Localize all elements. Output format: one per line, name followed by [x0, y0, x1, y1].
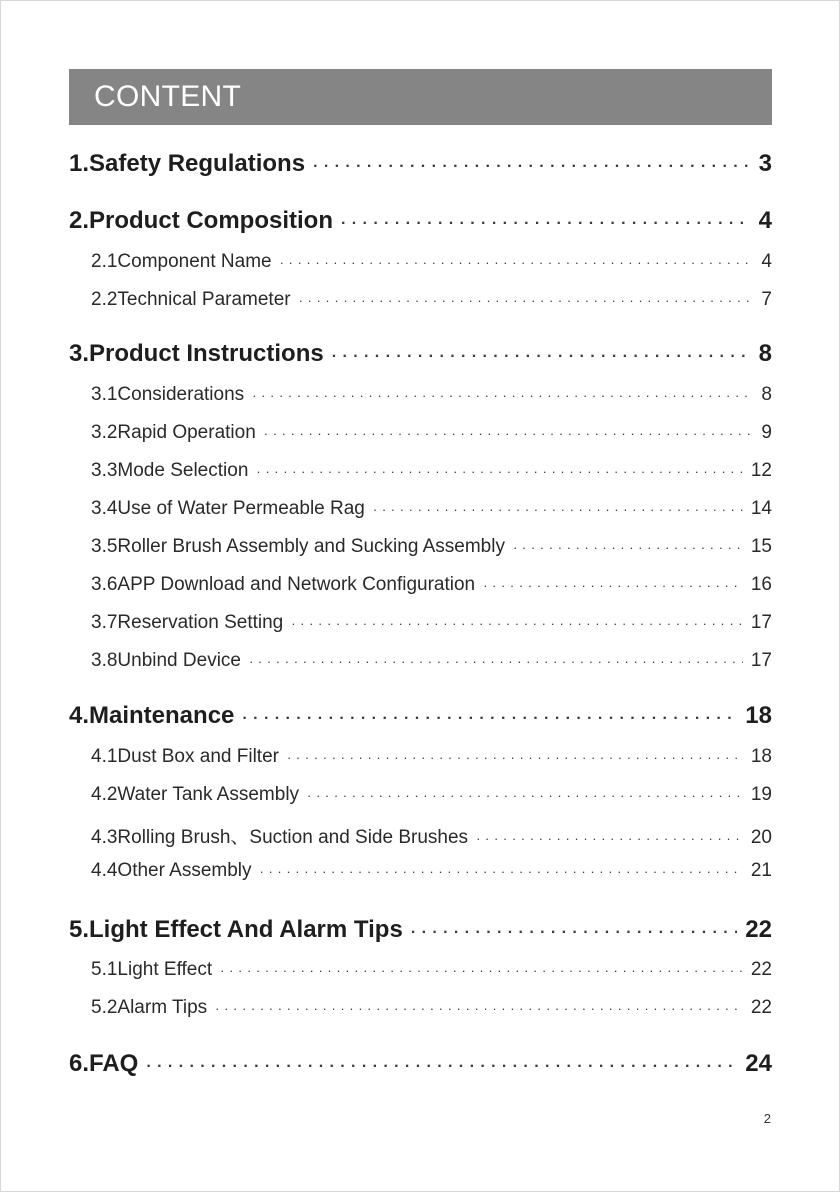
toc-entry-label: 3.1Considerations — [91, 384, 245, 405]
dot-leader — [256, 464, 742, 479]
toc-section-safety-regulations[interactable] — [69, 150, 772, 178]
toc-subsection-roller-brush-assembly[interactable] — [91, 536, 772, 558]
toc-section-maintenance[interactable] — [69, 702, 772, 730]
dot-leader — [146, 1058, 737, 1076]
toc-subsection-component-name[interactable] — [91, 251, 772, 273]
dot-leader — [260, 864, 743, 879]
toc-entry-label: 5.2Alarm Tips — [91, 997, 208, 1018]
toc-entry-label: 3.5Roller Brush Assembly and Sucking Assembly — [91, 536, 505, 557]
toc-entry-page: 4 — [758, 207, 772, 234]
dot-leader — [252, 388, 753, 403]
dot-leader — [373, 502, 743, 517]
dot-leader — [307, 788, 743, 803]
dot-leader — [242, 710, 737, 728]
toc-entry-label: 5.Light Effect And Alarm Tips — [69, 916, 403, 943]
toc-entry-page: 22 — [745, 916, 772, 943]
toc-subsection-light-effect[interactable] — [91, 959, 772, 981]
toc-subsection-unbind-device[interactable] — [91, 650, 772, 672]
dot-leader — [280, 255, 754, 270]
dot-leader — [264, 426, 754, 441]
toc-entry-page: 19 — [750, 784, 772, 805]
toc-entry-page: 8 — [761, 384, 772, 405]
toc-entry-label: 2.2Technical Parameter — [91, 289, 291, 310]
content-title: CONTENT — [94, 80, 242, 113]
toc-entry-label: 4.4Other Assembly — [91, 860, 252, 881]
toc-entry-label: 3.6APP Download and Network Configuration — [91, 574, 476, 595]
toc-subsection-rapid-operation[interactable] — [91, 422, 772, 444]
dot-leader — [513, 540, 743, 555]
toc-subsection-other-assembly[interactable] — [91, 860, 772, 882]
toc-entry-page: 7 — [761, 289, 772, 310]
dot-leader — [332, 348, 751, 366]
toc-entry-page: 3 — [758, 150, 772, 177]
toc-entry-label: 4.Maintenance — [69, 702, 235, 729]
toc-entry-page: 18 — [745, 702, 772, 729]
toc-subsection-mode-selection[interactable] — [91, 460, 772, 482]
toc-entry-page: 17 — [750, 612, 772, 633]
toc-entry-page: 20 — [750, 827, 772, 848]
toc-entry-label: 2.Product Composition — [69, 207, 333, 234]
dot-leader — [476, 831, 743, 846]
dot-leader — [411, 924, 737, 942]
toc-entry-page: 4 — [761, 251, 772, 272]
toc-entry-page: 18 — [750, 746, 772, 767]
toc-subsection-rolling-brush[interactable] — [91, 822, 772, 849]
toc-entry-page: 12 — [750, 460, 772, 481]
dot-leader — [287, 750, 743, 765]
toc-section-light-effect-alarm[interactable] — [69, 916, 772, 944]
toc-section-product-instructions[interactable] — [69, 340, 772, 368]
dot-leader — [291, 616, 743, 631]
toc-entry-label: 3.2Rapid Operation — [91, 422, 256, 443]
toc-entry-label: 4.3Rolling Brush、Suction and Side Brushes — [91, 827, 469, 848]
toc-entry-label: 4.2Water Tank Assembly — [91, 784, 300, 805]
toc-section-faq[interactable] — [69, 1050, 772, 1078]
dot-leader — [215, 1001, 743, 1016]
dot-leader — [341, 215, 751, 233]
dot-leader — [313, 158, 751, 176]
dot-leader — [220, 963, 743, 978]
toc-entry-label: 2.1Component Name — [91, 251, 272, 272]
toc-entry-page: 22 — [750, 959, 772, 980]
toc-subsection-dust-box-filter[interactable] — [91, 746, 772, 768]
toc-entry-page: 22 — [750, 997, 772, 1018]
content-header-bar — [69, 69, 772, 125]
toc-subsection-technical-parameter[interactable] — [91, 289, 772, 311]
toc-section-product-composition[interactable] — [69, 207, 772, 235]
toc-entry-label: 3.3Mode Selection — [91, 460, 249, 481]
toc-entry-page: 17 — [750, 650, 772, 671]
toc-entry-label: 5.1Light Effect — [91, 959, 213, 980]
dot-leader — [483, 578, 743, 593]
dot-leader — [299, 293, 754, 308]
toc-entry-label: 1.Safety Regulations — [69, 150, 306, 177]
toc-subsection-alarm-tips[interactable] — [91, 997, 772, 1019]
toc-entry-label: 3.Product Instructions — [69, 340, 324, 367]
toc-subsection-water-permeable-rag[interactable] — [91, 498, 772, 520]
page-number: 2 — [763, 1111, 771, 1126]
toc-entry-label: 4.1Dust Box and Filter — [91, 746, 279, 767]
toc-entry-label: 6.FAQ — [69, 1050, 139, 1077]
toc-subsection-reservation-setting[interactable] — [91, 612, 772, 634]
toc-subsection-considerations[interactable] — [91, 384, 772, 406]
toc-entry-page: 21 — [750, 860, 772, 881]
toc-subsection-water-tank-assembly[interactable] — [91, 784, 772, 806]
toc-entry-page: 8 — [758, 340, 772, 367]
dot-leader — [249, 654, 743, 669]
toc-entry-page: 9 — [761, 422, 772, 443]
toc-entry-page: 16 — [750, 574, 772, 595]
toc-entry-page: 14 — [750, 498, 772, 519]
toc-entry-label: 3.4Use of Water Permeable Rag — [91, 498, 365, 519]
toc-entry-page: 15 — [750, 536, 772, 557]
toc-entry-page: 24 — [745, 1050, 772, 1077]
toc-entry-label: 3.7Reservation Setting — [91, 612, 284, 633]
toc-subsection-app-download[interactable] — [91, 574, 772, 596]
toc-entry-label: 3.8Unbind Device — [91, 650, 241, 671]
